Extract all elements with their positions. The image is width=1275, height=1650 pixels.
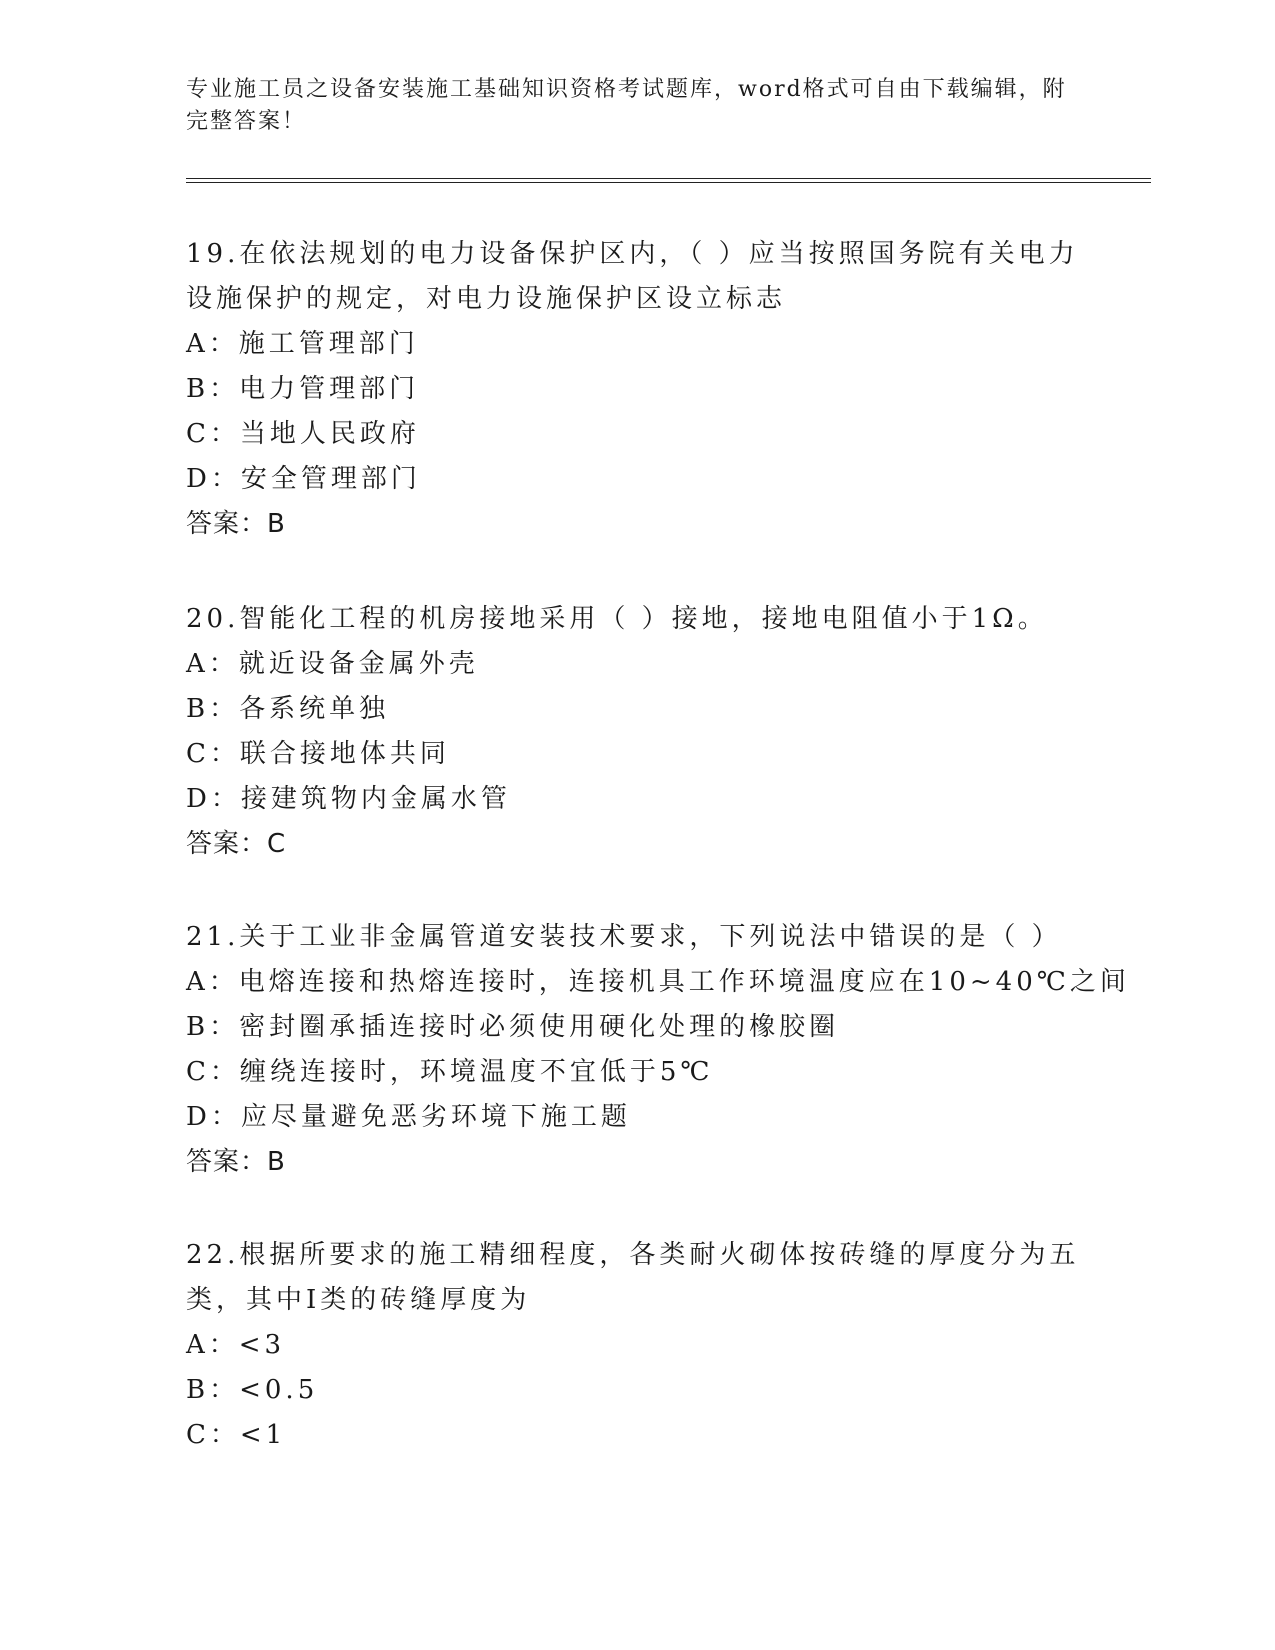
option-b: B：电力管理部门 [186, 374, 420, 404]
option-c: C：联合接地体共同 [186, 739, 450, 769]
header-divider-top [186, 178, 1151, 179]
option-a: A：就近设备金属外壳 [186, 649, 479, 679]
answer-line: 答案：C [186, 829, 287, 859]
question-22 [186, 1233, 1086, 1458]
answer-line: 答案：B [186, 1147, 286, 1177]
document-header: 专业施工员之设备安装施工基础知识资格考试题库，word格式可自由下载编辑，附完整答案！ [186, 77, 1067, 134]
option-b: B：密封圈承插连接时必须使用硬化处理的橡胶圈 [186, 1012, 840, 1042]
option-b: B：<0.5 [186, 1375, 319, 1405]
option-d: D：应尽量避免恶劣环境下施工题 [186, 1102, 631, 1132]
question-text: 19.在依法规划的电力设备保护区内，（ ）应当按照国务院有关电力设施保护的规定，对电力设施保护区设立标志 [186, 239, 1079, 314]
header-divider-bottom [186, 182, 1151, 183]
option-d: D：接建筑物内金属水管 [186, 784, 511, 814]
question-text: 22.根据所要求的施工精细程度，各类耐火砌体按砖缝的厚度分为五类，其中Ⅰ类的砖缝厚度为 [186, 1240, 1080, 1315]
question-20 [186, 597, 1086, 867]
option-b: B：各系统单独 [186, 694, 390, 724]
answer-line: 答案：B [186, 509, 286, 539]
option-a: A：<3 [186, 1330, 286, 1360]
option-a: A：电熔连接和热熔连接时，连接机具工作环境温度应在10~40℃之间 [186, 967, 1130, 997]
option-c: C：缠绕连接时，环境温度不宜低于5℃ [186, 1057, 714, 1087]
option-c: C：<1 [186, 1420, 287, 1450]
question-text: 20.智能化工程的机房接地采用（ ）接地，接地电阻值小于1Ω。 [186, 604, 1048, 634]
option-d: D：安全管理部门 [186, 464, 421, 494]
question-19 [186, 232, 1086, 547]
question-21 [186, 915, 1130, 1185]
option-a: A：施工管理部门 [186, 329, 419, 359]
question-text: 21.关于工业非金属管道安装技术要求，下列说法中错误的是（ ） [186, 922, 1062, 952]
option-c: C：当地人民政府 [186, 419, 420, 449]
